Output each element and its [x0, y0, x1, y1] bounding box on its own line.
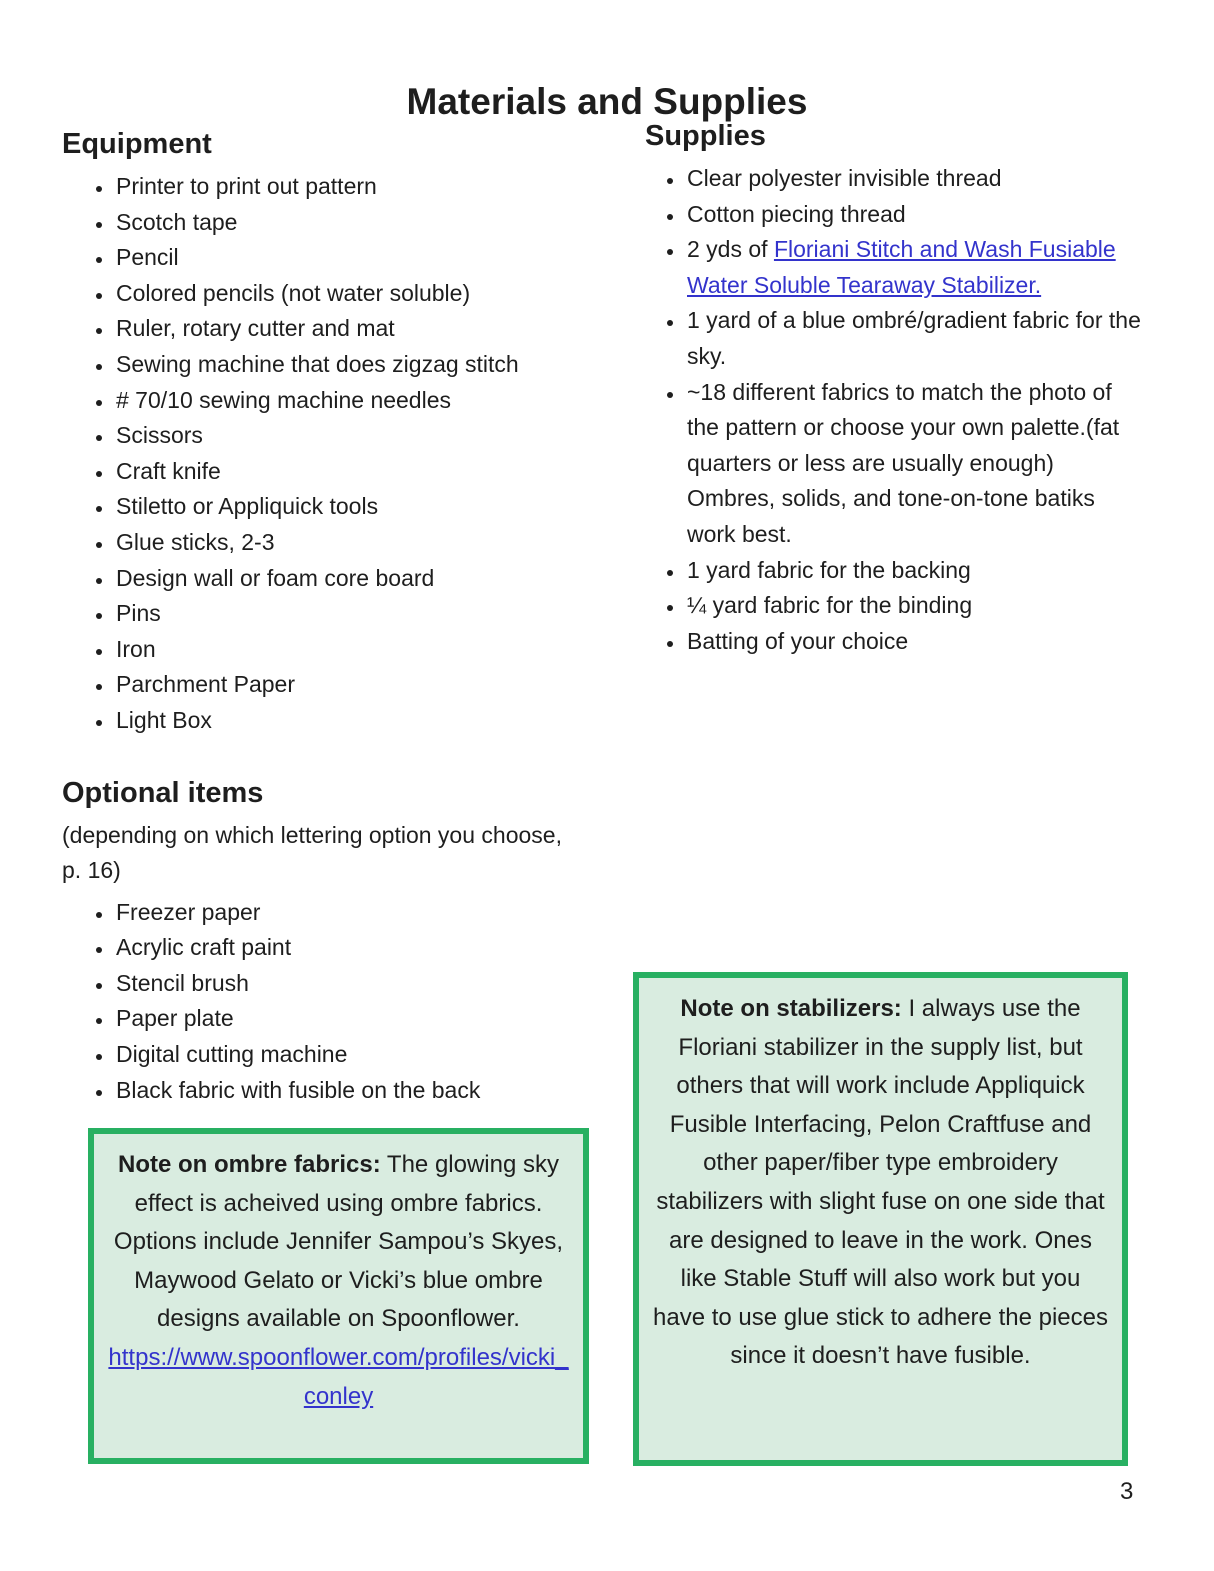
- list-item: [114, 596, 607, 632]
- list-item: [114, 561, 607, 597]
- list-item: [114, 1001, 607, 1037]
- supplies-list: [645, 161, 1142, 659]
- list-item: [114, 169, 607, 205]
- list-item-text: Batting of your choice: [687, 627, 909, 654]
- list-item-text: Cotton piecing thread: [687, 200, 906, 227]
- list-item-text: Printer to print out pattern: [116, 173, 377, 199]
- list-item: [685, 624, 1142, 660]
- list-item: [685, 161, 1142, 197]
- optional-items-section: [62, 777, 607, 1109]
- page-title: Materials and Supplies: [406, 80, 808, 122]
- list-item-text: Scissors: [116, 422, 203, 449]
- list-item: [114, 347, 607, 383]
- list-item-text: Scotch tape: [116, 208, 238, 235]
- list-item-text: 2 yds of: [687, 236, 774, 263]
- note-stabilizers-text: I always use the Floriani stabilizer in the supply list, but others that will work include Appliquick Fusible Interfacing, Pelon Craftfuse and other paper/fiber type embroidery stabilizers with slight fuse on one side that are designed to leave in the work. Ones like Stable Stuff will also work but you have to use glue stick to adhere the pieces since it doesn’t have fusible.: [653, 995, 1108, 1370]
- list-item: [685, 197, 1142, 233]
- list-item-text: Freezer paper: [116, 898, 261, 925]
- list-item-text: Glue sticks, 2-3: [116, 528, 275, 555]
- list-item-text: Acrylic craft paint: [116, 934, 292, 961]
- list-item: [114, 1037, 607, 1073]
- note-ombre-lead: Note on ombre fabrics:: [117, 1151, 381, 1178]
- list-item: [114, 454, 607, 490]
- list-item-text: Stencil brush: [116, 969, 249, 996]
- list-item: [114, 276, 607, 312]
- list-item-text: Design wall or foam core board: [116, 564, 435, 591]
- list-item-text: Craft knife: [116, 457, 221, 484]
- list-item-text: Pencil: [116, 244, 179, 271]
- list-item-text: 1 yard of a blue ombré/gradient fabric for the sky.: [687, 307, 1141, 369]
- list-item-text: # 70/10 sewing machine needles: [116, 386, 452, 413]
- list-item: [685, 375, 1142, 553]
- list-item-text: 1 yard fabric for the backing: [687, 556, 971, 583]
- list-item: [114, 632, 607, 668]
- optional-items-list: [62, 895, 607, 1109]
- list-item-text: Stiletto or Appliquick tools: [116, 493, 379, 520]
- list-item: [114, 525, 607, 561]
- list-item-text: Iron: [116, 635, 156, 662]
- left-column: [62, 128, 607, 1108]
- list-item-text: Colored pencils (not water soluble): [116, 279, 471, 306]
- right-column: [645, 120, 1142, 659]
- list-item: [114, 311, 607, 347]
- list-item: [114, 489, 607, 525]
- list-item-text: Digital cutting machine: [116, 1041, 348, 1068]
- list-item-text: Black fabric with fusible on the back: [116, 1076, 481, 1103]
- list-item-text: Sewing machine that does zigzag stitch: [116, 350, 519, 377]
- list-item-text: Pins: [116, 600, 161, 627]
- list-item: [114, 930, 607, 966]
- note-box-ombre-fabrics: [88, 1128, 589, 1464]
- list-item-text: Clear polyester invisible thread: [687, 165, 1002, 191]
- note-box-stabilizers: [633, 972, 1128, 1466]
- list-item: [114, 383, 607, 419]
- list-item-text: Ruler, rotary cutter and mat: [116, 315, 395, 342]
- page-number: 3: [1120, 1478, 1134, 1505]
- list-item: [114, 418, 607, 454]
- list-item-text: Paper plate: [116, 1005, 234, 1032]
- spoonflower-profile-link[interactable]: https://www.spoonflower.com/profiles/vicki_conley: [108, 1343, 569, 1410]
- list-item: [685, 588, 1142, 624]
- list-item-text: ~18 different fabrics to match the photo of the pattern or choose your own palette.(fat quarters or less are usually enough) Ombres, solids, and tone-on-tone batiks work best.: [687, 378, 1120, 547]
- list-item-text: Parchment Paper: [116, 671, 295, 698]
- optional-items-heading: Optional items: [62, 776, 264, 809]
- list-item: [685, 303, 1142, 374]
- list-item: [114, 240, 607, 276]
- list-item: [114, 205, 607, 241]
- list-item: [114, 703, 607, 739]
- supplies-heading: Supplies: [645, 120, 766, 152]
- list-item: [114, 1073, 607, 1109]
- list-item: [114, 667, 607, 703]
- note-ombre-text: The glowing sky effect is acheived using ombre fabrics. Options include Jennifer Sampou’s Skyes, Maywood Gelato or Vicki’s blue ombre designs available on Spoonflower.: [113, 1151, 564, 1333]
- list-item-text: ¼ yard fabric for the binding: [687, 592, 973, 619]
- list-item-text: Light Box: [116, 706, 212, 733]
- optional-items-note: (depending on which lettering option you choose, p. 16): [62, 821, 562, 884]
- equipment-heading: Equipment: [62, 128, 212, 160]
- list-item: [114, 895, 607, 931]
- list-item: [685, 553, 1142, 589]
- hyperlink[interactable]: Floriani Stitch and Wash Fusiable Water Soluble Tearaway Stabilizer.: [687, 236, 1116, 298]
- list-item: [685, 232, 1142, 303]
- list-item: [114, 966, 607, 1002]
- equipment-list: [62, 169, 607, 739]
- note-stabilizers-lead: Note on stabilizers:: [680, 995, 902, 1022]
